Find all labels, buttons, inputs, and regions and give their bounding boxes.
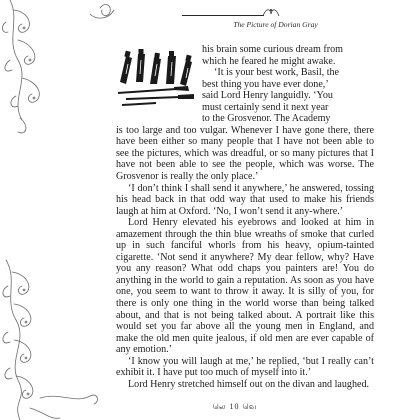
text-line: best thing you have ever done,’ bbox=[202, 78, 329, 90]
paragraph-1 bbox=[116, 44, 374, 183]
text-line: ‘It is your best work, Basil, the bbox=[214, 67, 340, 79]
vine-border-ornament bbox=[0, 0, 120, 420]
page-body-text bbox=[116, 44, 374, 390]
footer-right-ornament: வெ bbox=[242, 402, 258, 411]
text-line: which he feared he might awake. bbox=[202, 55, 336, 67]
text-line: his brain some curious dream from bbox=[202, 44, 343, 55]
running-header-title: The Picture of Dorian Gray bbox=[233, 20, 318, 29]
text-line: must certainly send it next year bbox=[202, 101, 329, 113]
paragraph-5: Lord Henry stretched himself out on the divan and laughed. bbox=[128, 378, 370, 390]
page-number: 10 bbox=[229, 402, 240, 411]
paragraph-3: Lord Henry elevated his eyebrows and looked at him in amazement through the thin blue wreaths of smoke that curled up in such fanciful whorls from his heavy, opium-tainted cigarette. ‘Not send it anywhere? My dear fellow, why? Have you any reason? What odd chaps you painters are! You do anything in the world to gain a reputation. As soon as you have one, you seem to want to throw it away. It is silly of you, for there is only one thing in the world worse than being talked about, and that is not being talked about. A portrait like this would set you far above all the young men in England, and make the old men quite jealous, if old men are ever capable of any emotion.’ bbox=[116, 217, 374, 356]
header-rule bbox=[182, 15, 264, 16]
paragraph-2: ‘I don’t think I shall send it anywhere,’ he answered, tossing his head back in that odd way that used to make his friends laugh at him at Oxford. ‘No, I won’t send it any-where.’ bbox=[116, 182, 374, 217]
header-flourish-icon bbox=[262, 6, 280, 18]
page-footer bbox=[200, 402, 270, 412]
text-line: to the Grosvenor. The Academy bbox=[202, 113, 331, 125]
paragraph-4: ‘I know you will laugh at me,’ he replied, ‘but I really can’t exhibit it. I have put too much of myself into it.’ bbox=[116, 355, 374, 379]
paragraph-continuation: is too large and too vulgar. Whenever I have gone there, there have been either so many people that I have not been able to see the pictures, which was dreadful, or so many pictures that I have not been able to see the people, which was worse. The Grosvenor is really the only place.’ bbox=[116, 124, 374, 183]
footer-left-ornament: லெ bbox=[212, 402, 227, 411]
text-line: said Lord Henry languidly. ‘You bbox=[202, 90, 333, 102]
